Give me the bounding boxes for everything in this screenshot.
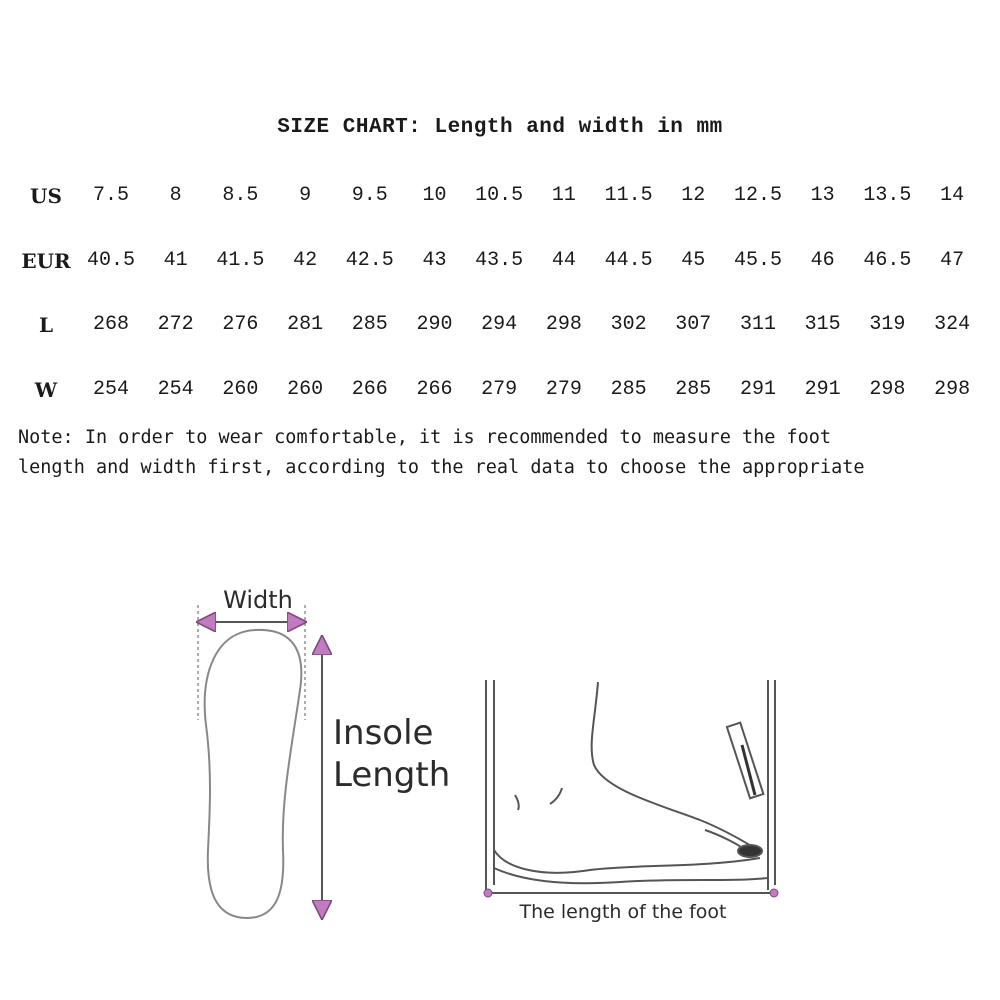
table-cell: 8 <box>169 184 182 207</box>
table-cell: 291 <box>804 378 841 401</box>
table-cell: 11 <box>551 184 576 207</box>
table-cell: 298 <box>545 313 582 336</box>
table-cell: 10.5 <box>475 184 524 207</box>
table-cell: 260 <box>287 378 324 401</box>
table-cell: 294 <box>481 313 518 336</box>
table-cell: 315 <box>804 313 841 336</box>
table-cell: 14 <box>940 184 965 207</box>
table-cell: 324 <box>934 313 971 336</box>
insole-label-line2: Length <box>333 755 451 795</box>
table-cell: 8.5 <box>222 184 259 207</box>
table-cell: 13.5 <box>863 184 912 207</box>
row-header: W <box>34 378 58 402</box>
table-cell: 279 <box>481 378 518 401</box>
table-cell: 44.5 <box>604 249 653 272</box>
table-cell: 43 <box>422 249 447 272</box>
table-cell: 266 <box>351 378 388 401</box>
insole-label-line1: Insole <box>333 713 434 753</box>
table-cell: 44 <box>551 249 576 272</box>
table-cell: 272 <box>157 313 194 336</box>
table-cell: 311 <box>739 313 776 336</box>
table-cell: 307 <box>675 313 712 336</box>
foot-length-label: The length of the foot <box>519 901 727 923</box>
table-cell: 285 <box>610 378 647 401</box>
row-header: US <box>30 184 62 208</box>
table-cell: 285 <box>351 313 388 336</box>
table-cell: 290 <box>416 313 453 336</box>
table-cell: 11.5 <box>604 184 653 207</box>
table-cell: 302 <box>610 313 647 336</box>
table-cell: 291 <box>739 378 776 401</box>
table-cell: 9.5 <box>351 184 388 207</box>
table-cell: 40.5 <box>86 249 135 272</box>
foot-length-start-dot <box>484 889 492 897</box>
foot-length-end-dot <box>770 889 778 897</box>
row-header: EUR <box>21 249 71 273</box>
table-cell: 260 <box>222 378 259 401</box>
insole-outline-icon <box>205 630 302 918</box>
table-cell: 43.5 <box>475 249 524 272</box>
table-cell: 276 <box>222 313 259 336</box>
table-cell: 45.5 <box>733 249 782 272</box>
note-line-1: Note: In order to wear comfortable, it is recommended to measure the foot <box>18 427 832 448</box>
table-cell: 254 <box>92 378 129 401</box>
table-cell: 298 <box>934 378 971 401</box>
table-cell: 298 <box>869 378 906 401</box>
table-cell: 9 <box>299 184 312 207</box>
table-cell: 46 <box>810 249 835 272</box>
table-cell: 41 <box>163 249 188 272</box>
table-cell: 281 <box>287 313 324 336</box>
row-header: L <box>38 313 54 337</box>
table-cell: 42.5 <box>345 249 394 272</box>
table-cell: 12.5 <box>733 184 782 207</box>
table-cell: 42 <box>293 249 318 272</box>
table-cell: 47 <box>940 249 965 272</box>
size-chart-title: SIZE CHART: Length and width in mm <box>277 116 723 139</box>
width-label: Width <box>223 586 293 614</box>
table-cell: 254 <box>157 378 194 401</box>
table-cell: 46.5 <box>863 249 912 272</box>
table-cell: 13 <box>810 184 835 207</box>
table-cell: 7.5 <box>92 184 129 207</box>
table-cell: 266 <box>416 378 453 401</box>
foot-measure-illustration <box>486 680 775 890</box>
table-cell: 41.5 <box>216 249 265 272</box>
table-cell: 10 <box>422 184 447 207</box>
table-cell: 319 <box>869 313 906 336</box>
table-cell: 268 <box>92 313 129 336</box>
table-cell: 279 <box>545 378 582 401</box>
table-cell: 45 <box>681 249 706 272</box>
note-line-2: length and width first, according to the real data to choose the appropriate <box>18 457 865 478</box>
table-cell: 285 <box>675 378 712 401</box>
table-cell: 12 <box>681 184 706 207</box>
